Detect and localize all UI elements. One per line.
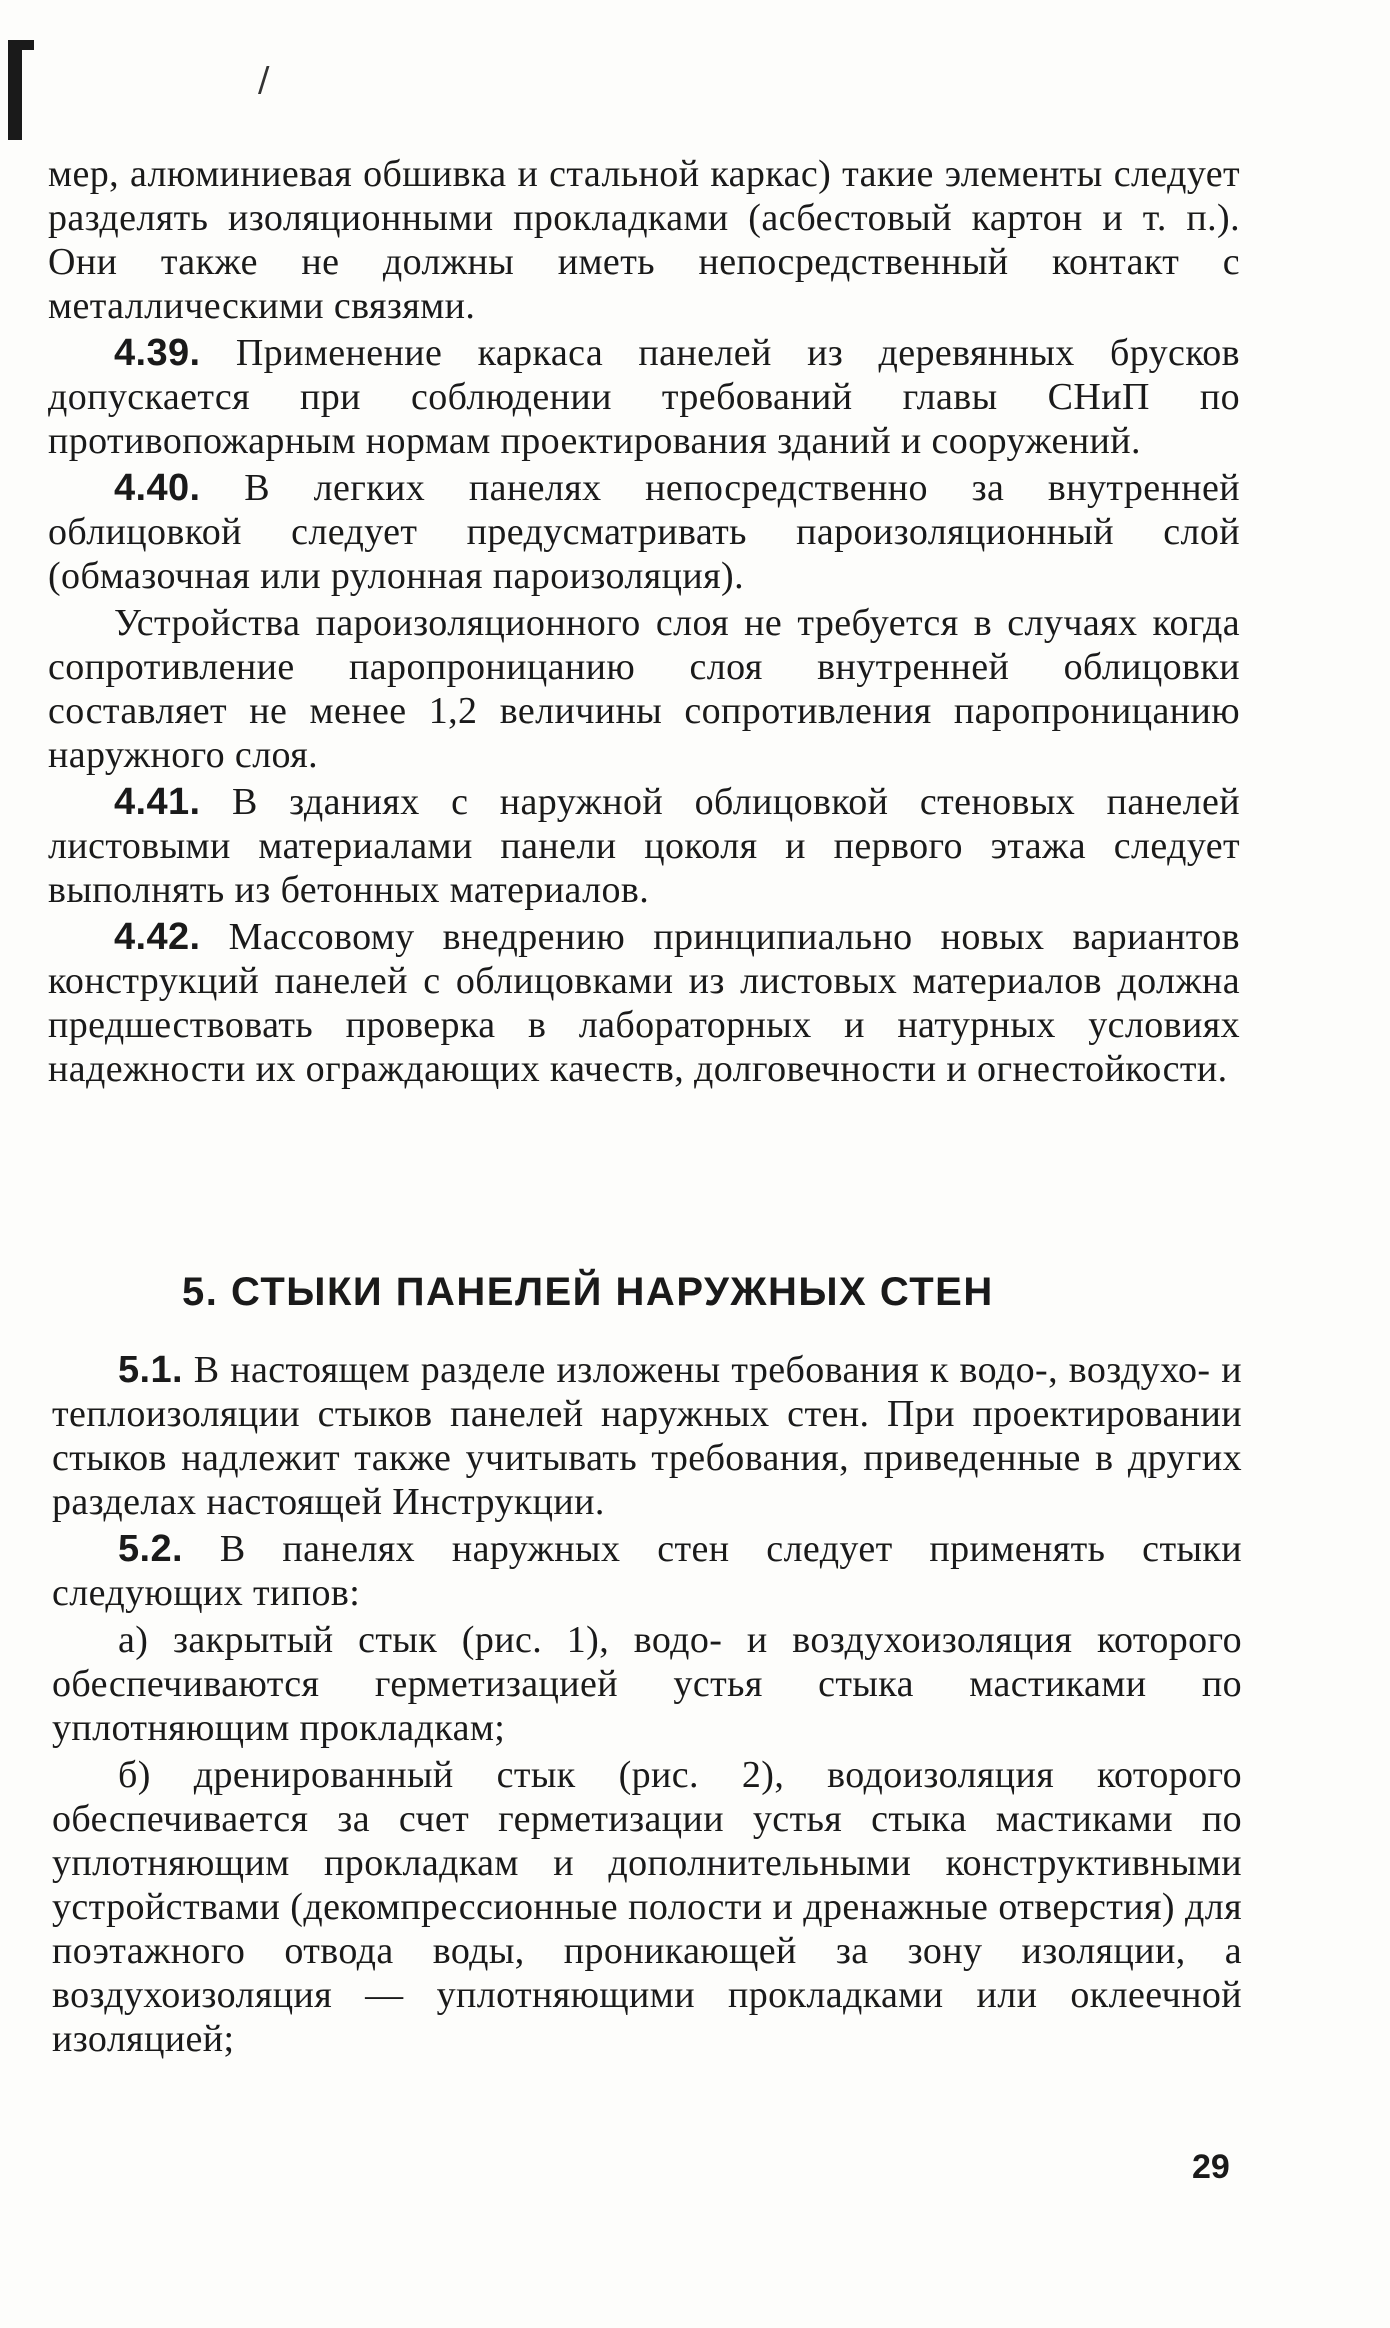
section-heading: 5. СТЫКИ ПАНЕЛЕЙ НАРУЖНЫХ СТЕН <box>182 1270 994 1314</box>
paragraph-4-41 <box>48 780 1240 912</box>
clause-number: 4.40. <box>114 467 201 509</box>
paragraph-4-40 <box>48 466 1240 598</box>
clause-number: 4.39. <box>114 332 201 374</box>
page-number: 29 <box>1192 2148 1230 2186</box>
clause-number: 4.41. <box>114 781 201 823</box>
paragraph-text: а) закрытый стык (рис. 1), водо- и воздухоизоляция которого обеспечиваются герметизацией устья стыка мастиками по уплотняющим прокладкам; <box>52 1619 1242 1749</box>
paragraph-text: Устройства пароизоляционного слоя не требуется в случаях когда сопротивление паропроницанию слоя внутренней облицовки составляет не менее 1,2 величины сопротивления паропроницанию наружного слоя. <box>48 602 1240 776</box>
paragraph-text: б) дренированный стык (рис. 2), водоизоляция которого обеспечивается за счет герметизации устья стыка мастиками по уплотняющим прокладкам и дополнительными конструктивными устройствами (декомпрессионные полости и дренажные отверстия) для поэтажного отвода воды, проникающей за зону изоляции, а воздухоизоляция — уплотняющими прокладками или оклеечной изоляцией; <box>52 1754 1242 2060</box>
paragraph-5-2-a <box>52 1618 1242 1750</box>
paragraph-5-1 <box>52 1348 1242 1524</box>
scan-edge-mark-top <box>8 40 34 50</box>
paragraph-text: В зданиях с наружной облицовкой стеновых панелей листовыми материалами панели цоколя и первого этажа следует выполнять из бетонных материалов. <box>48 781 1241 911</box>
paragraph-continuation <box>48 152 1240 328</box>
top-slash-mark: / <box>258 60 270 100</box>
paragraph-4-39 <box>48 331 1240 463</box>
paragraph-text: В панелях наружных стен следует применять стыки следующих типов: <box>52 1528 1242 1614</box>
clause-number: 5.2. <box>118 1528 183 1570</box>
paragraph-text: мер, алюминиевая обшивка и стальной каркас) такие элементы следует разделять изоляционными прокладками (асбестовый картон и т. п.). Они также не должны иметь непосредственный контакт с металлическими связями. <box>48 153 1240 327</box>
text-column-top <box>48 152 1240 1091</box>
paragraph-5-2-b <box>52 1753 1242 2061</box>
clause-number: 4.42. <box>114 916 201 958</box>
paragraph-5-2 <box>52 1527 1242 1615</box>
paragraph-4-40-b <box>48 601 1240 777</box>
scan-edge-mark <box>8 40 22 140</box>
paragraph-4-42 <box>48 915 1240 1091</box>
text-column-bottom <box>52 1348 1242 2061</box>
clause-number: 5.1. <box>118 1349 183 1391</box>
paragraph-text: В легких панелях непосредственно за внутренней облицовкой следует предусматривать пароизоляционный слой (обмазочная или рулонная пароизоляция). <box>48 467 1240 597</box>
paragraph-text: Применение каркаса панелей из деревянных брусков допускается при соблюдении требований главы СНиП по противопожарным нормам проектирования зданий и сооружений. <box>48 332 1240 462</box>
paragraph-text: В настоящем разделе изложены требования к водо-, воздухо- и теплоизоляции стыков панелей наружных стен. При проектировании стыков надлежит также учитывать требования, приведенные в других разделах настоящей Инструкции. <box>52 1349 1242 1523</box>
paragraph-text: Массовому внедрению принципиально новых вариантов конструкций панелей с облицовками из листовых материалов должна предшествовать проверка в лабораторных и натурных условиях надежности их ограждающих качеств, долговечности и огнестойкости. <box>48 916 1240 1090</box>
